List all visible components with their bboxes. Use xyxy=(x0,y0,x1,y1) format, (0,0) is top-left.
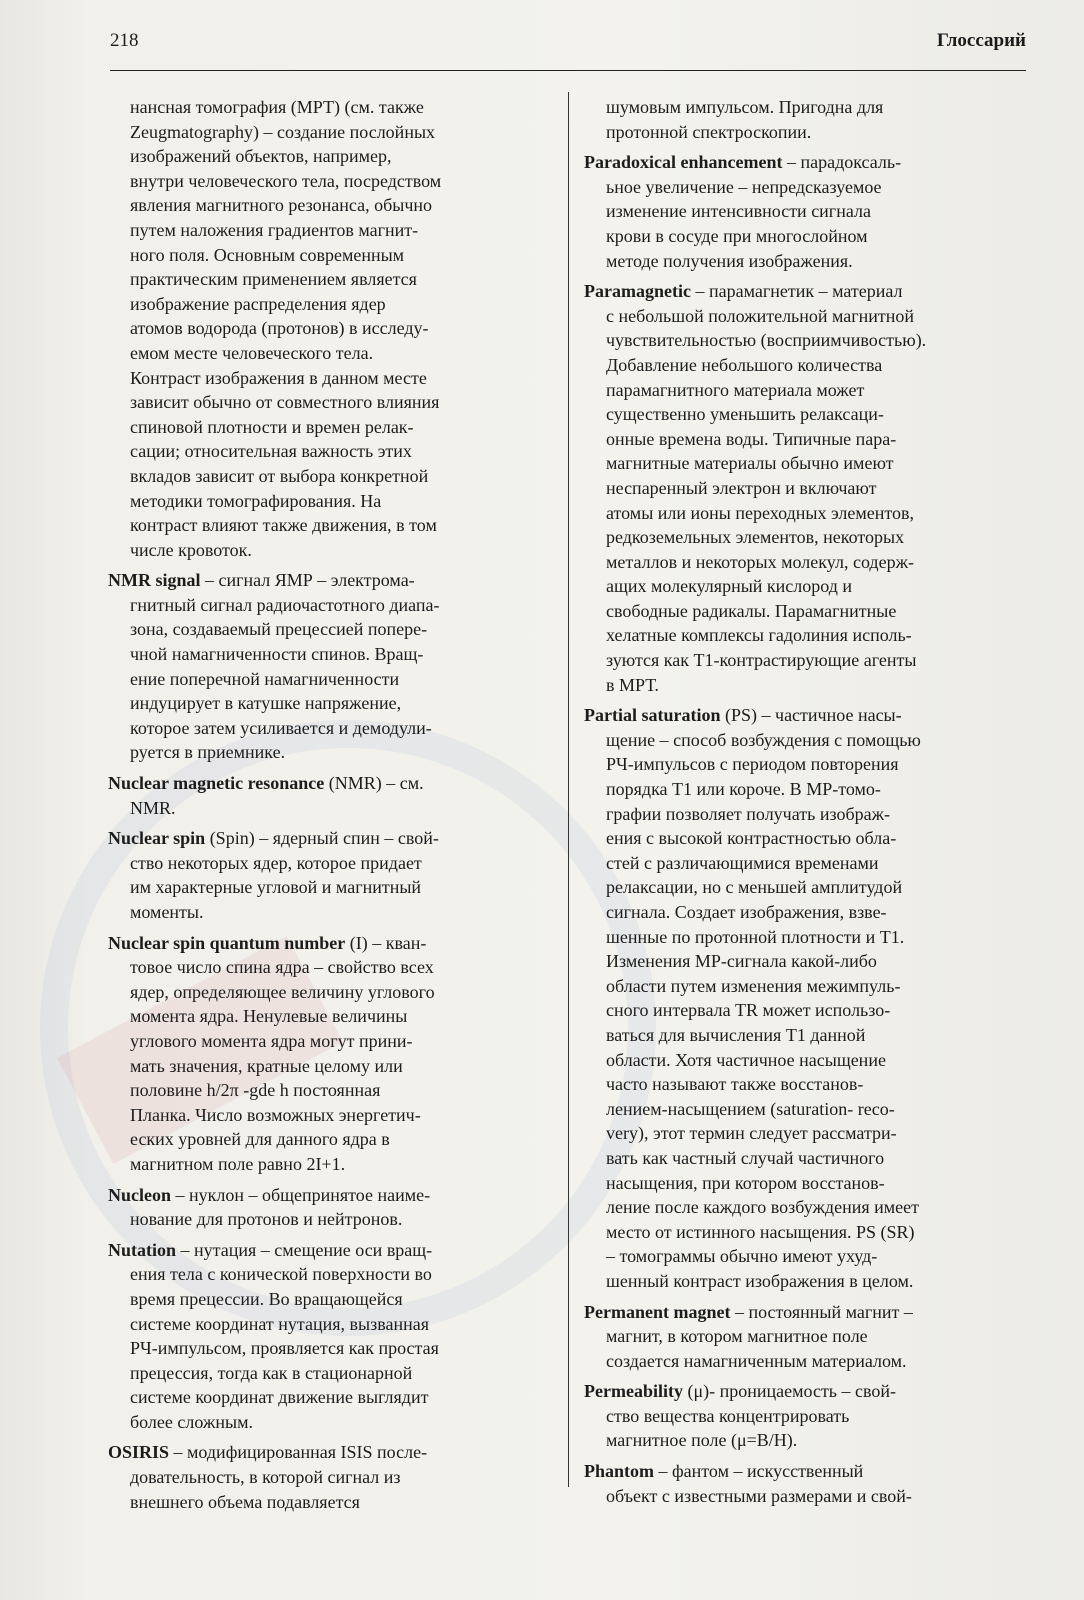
entry-text-line: релаксации, но с меньшей амплитудой xyxy=(606,877,903,898)
entry-text-line: путем наложения градиентов магнит- xyxy=(130,219,419,240)
entry-text-line: магнитные материалы обычно имеют xyxy=(606,453,894,474)
glossary-entry-continuation xyxy=(108,95,554,562)
entry-text-line: РЧ-импульсов с периодом повторения xyxy=(606,754,899,775)
entry-first-line xyxy=(584,279,1030,304)
glossary-term: Nuclear magnetic resonance xyxy=(108,773,325,794)
glossary-term: Nutation xyxy=(108,1239,177,1260)
entry-first-line xyxy=(108,771,554,796)
entry-text-line: изображений объектов, например, xyxy=(130,146,392,167)
entry-text-line: в МРТ. xyxy=(606,674,659,695)
glossary-term: Paramagnetic xyxy=(584,281,691,302)
entry-text-line: половине h/2π -gde h постоянная xyxy=(130,1080,381,1101)
entry-text-line: порядка Т1 или короче. В МР-томо- xyxy=(606,779,881,800)
entry-text-line: часто называют также восстанов- xyxy=(606,1074,864,1095)
glossary-entry xyxy=(584,150,1030,273)
entry-text-line: РЧ-импульсом, проявляется как простая xyxy=(130,1338,439,1359)
entry-definition-start: – нуклон – общепринятое наиме- xyxy=(171,1184,431,1205)
entry-text-line: Планка. Число возможных энергетич- xyxy=(130,1104,421,1125)
entry-text-line: время прецессии. Во вращающейся xyxy=(130,1288,403,1309)
entry-text-line: прецессия, тогда как в стационарной xyxy=(130,1362,413,1383)
glossary-term: Partial saturation xyxy=(584,705,721,726)
entry-definition-start: – частичное насы- xyxy=(757,705,902,726)
entry-text-line: Zeugmatography) – создание послойных xyxy=(130,121,436,142)
entry-text-line: методе получения изображения. xyxy=(606,250,853,271)
entry-text-line: место от истинного насыщения. PS (SR) xyxy=(606,1221,915,1242)
glossary-entry xyxy=(584,703,1030,1293)
right-column xyxy=(584,95,1030,1514)
glossary-abbreviation: (PS) xyxy=(720,705,758,726)
entry-text-line: зависит обычно от совместного влияния xyxy=(130,392,440,413)
glossary-abbreviation: (NMR) xyxy=(324,773,382,794)
entry-definition-start: - проницаемость – свой- xyxy=(709,1381,897,1402)
entry-text-line: свободные радикалы. Парамагнитные xyxy=(606,600,897,621)
glossary-term: Paradoxical enhancement xyxy=(584,152,783,173)
entry-text-line: ения с высокой контрастностью обла- xyxy=(606,828,897,849)
entry-definition-start: – парамагнетик – материал xyxy=(690,281,903,302)
entry-definition-start: – фантом – искусственный xyxy=(654,1461,864,1482)
entry-text-line: насыщения, при котором восстанов- xyxy=(606,1172,885,1193)
entry-text-line: нансная томография (МРТ) (см. также xyxy=(130,97,424,117)
entry-text-line: чной намагниченности спинов. Вращ- xyxy=(130,644,424,665)
entry-text-line: Добавление небольшого количества xyxy=(606,354,883,375)
entry-text-line: сигнала. Создает изображения, взве- xyxy=(606,902,887,922)
entry-text-line: ство некоторых ядер, которое придает xyxy=(130,852,422,873)
entry-text-line: мать значения, кратные целому или xyxy=(130,1055,403,1076)
page-number: 218 xyxy=(110,30,139,51)
entry-text-line: практическим применением является xyxy=(130,269,417,290)
entry-first-line xyxy=(584,1379,1030,1404)
entry-text-line: методики томографирования. На xyxy=(130,490,382,511)
entry-text-line: чувствительностью (восприимчивостью). xyxy=(606,330,927,351)
running-title: Глоссарий xyxy=(936,30,1026,51)
entry-text-line: стей с различающимися временами xyxy=(606,852,879,873)
entry-text-line: вать как частный случай частичного xyxy=(606,1147,885,1168)
entry-text-line: индуцирует в катушке напряжение, xyxy=(130,693,402,714)
entry-text-line: шенные по протонной плотности и Т1. xyxy=(606,926,905,947)
entry-text-line: которое затем усиливается и демодули- xyxy=(130,717,432,738)
entry-text-line: им характерные угловой и магнитный xyxy=(130,877,422,898)
entry-first-line xyxy=(108,931,554,956)
entry-text-line: руется в приемнике. xyxy=(130,742,286,763)
entry-first-line xyxy=(584,703,1030,728)
entry-text-line: явления магнитного резонанса, обычно xyxy=(130,195,433,216)
entry-text-line: системе координат движение выглядит xyxy=(130,1387,429,1408)
entry-text-line: магнитное поле (μ=В/Н). xyxy=(606,1430,798,1451)
entry-text-line: системе координат нутация, вызванная xyxy=(130,1313,429,1334)
glossary-abbreviation: (I) xyxy=(345,932,368,953)
entry-definition-start: – сигнал ЯМР – электрома- xyxy=(200,570,415,591)
entry-text-line: лением-насыщением (saturation- reco- xyxy=(606,1098,895,1119)
glossary-abbreviation: (μ) xyxy=(682,1381,710,1402)
entry-text-line: объект с известными размерами и свой- xyxy=(606,1485,912,1506)
entry-text-line: магнитном поле равно 2I+1. xyxy=(130,1153,346,1174)
entry-text-line: щение – способ возбуждения с помощью xyxy=(606,729,921,750)
glossary-entry xyxy=(108,568,554,765)
entry-text-line: атомов водорода (протонов) в исследу- xyxy=(130,318,429,339)
glossary-term: OSIRIS xyxy=(108,1442,170,1463)
glossary-term: Nucleon xyxy=(108,1184,171,1205)
entry-text-line: контраст влияют также движения, в том xyxy=(130,515,437,536)
entry-definition-start: – постоянный магнит – xyxy=(730,1301,913,1322)
entry-text-line: момента ядра. Ненулевые величины xyxy=(130,1006,408,1027)
entry-text-line: зуются как Т1-контрастирующие агенты xyxy=(606,650,917,671)
glossary-entry xyxy=(584,279,1030,697)
glossary-term: Nuclear spin xyxy=(108,828,206,849)
entry-definition-start: – парадоксаль- xyxy=(782,152,902,173)
entry-text-line: металлов и некоторых молекул, содерж- xyxy=(606,551,915,572)
entry-text-line: еских уровней для данного ядра в xyxy=(130,1129,390,1150)
entry-first-line xyxy=(584,1300,1030,1325)
entry-text-line: более сложным. xyxy=(130,1411,253,1432)
entry-first-line xyxy=(108,1440,554,1465)
entry-first-line xyxy=(584,1459,1030,1484)
glossary-entry xyxy=(108,931,554,1177)
glossary-entry xyxy=(108,1440,554,1514)
entry-definition-start: – ядерный спин – свой- xyxy=(254,828,439,849)
entry-text-line: ваться для вычисления Т1 данной xyxy=(606,1024,866,1045)
entry-text-line: шенный контраст изображения в целом. xyxy=(606,1270,914,1291)
entry-text-line: Контраст изображения в данном месте xyxy=(130,367,427,388)
entry-text-line: ение поперечной намагниченности xyxy=(130,668,400,689)
entry-text-line: создается намагниченным материалом. xyxy=(606,1350,907,1371)
entry-text-line: нование для протонов и нейтронов. xyxy=(130,1209,403,1230)
entry-text-line: шумовым импульсом. Пригодна для xyxy=(606,97,884,117)
entry-text-line: числе кровоток. xyxy=(130,539,252,560)
glossary-term: Nuclear spin quantum number xyxy=(108,932,346,953)
entry-text-line: графии позволяет получать изображ- xyxy=(606,803,891,824)
entry-text-line: ство вещества концентрировать xyxy=(606,1405,850,1426)
entry-text-line: существенно уменьшить релаксаци- xyxy=(606,404,884,425)
glossary-entry xyxy=(584,1379,1030,1453)
column-divider xyxy=(568,92,569,1487)
entry-text-line: изменение интенсивности сигнала xyxy=(606,201,871,222)
entry-text-line: ащих молекулярный кислород и xyxy=(606,576,853,597)
glossary-entry-continuation xyxy=(584,95,1030,144)
entry-text-line: хелатные комплексы гадолиния исполь- xyxy=(606,625,912,646)
entry-text-line: – томограммы обычно имеют ухуд- xyxy=(606,1246,878,1267)
entry-text-line: вкладов зависит от выбора конкретной xyxy=(130,465,429,486)
entry-text-line: редкоземельных элементов, некоторых xyxy=(606,527,905,548)
entry-definition-start: – см. xyxy=(381,773,424,794)
entry-text-line: с небольшой положительной магнитной xyxy=(606,305,915,326)
entry-text-line: области. Хотя частичное насыщение xyxy=(606,1049,886,1070)
entry-first-line xyxy=(108,826,554,851)
entry-text-line: спиновой плотности и времен релак- xyxy=(130,416,414,437)
glossary-entry xyxy=(108,1238,554,1435)
glossary-entry xyxy=(584,1459,1030,1508)
entry-text-line: парамагнитного материала может xyxy=(606,379,865,400)
entry-first-line xyxy=(108,568,554,593)
entry-text-line: атомы или ионы переходных элементов, xyxy=(606,502,914,523)
entry-definition-start: – модифицированная ISIS после- xyxy=(169,1442,428,1463)
entry-text-line: зона, создаваемый прецессией попере- xyxy=(130,619,428,640)
glossary-abbreviation: (Spin) xyxy=(205,828,255,849)
glossary-entry xyxy=(108,771,554,820)
entry-text-line: ление после каждого возбуждения имеет xyxy=(606,1197,919,1218)
entry-text-line: ения тела с конической поверхности во xyxy=(130,1264,432,1285)
entry-text-line: емом месте человеческого тела. xyxy=(130,342,374,363)
left-column xyxy=(108,95,554,1520)
entry-text-line: товое число спина ядра – свойство всех xyxy=(130,957,434,978)
entry-text-line: ьное увеличение – непредсказуемое xyxy=(606,176,882,197)
entry-text-line: ядер, определяющее величину углового xyxy=(130,981,435,1002)
entry-text-line: крови в сосуде при многослойном xyxy=(606,225,868,246)
entry-text-line: гнитный сигнал радиочастотного диапа- xyxy=(130,594,440,615)
entry-first-line xyxy=(108,1238,554,1263)
entry-text-line: Изменения МР-сигнала какой-либо xyxy=(606,951,877,972)
glossary-term: Permeability xyxy=(584,1381,683,1402)
entry-text-line: моменты. xyxy=(130,902,204,922)
page-header xyxy=(110,30,1026,71)
glossary-term: NMR signal xyxy=(108,570,201,591)
entry-text-line: протонной спектроскопии. xyxy=(606,121,812,142)
entry-text-line: изображение распределения ядер xyxy=(130,293,386,314)
glossary-entry xyxy=(108,826,554,924)
entry-text-line: довательность, в которой сигнал из xyxy=(130,1467,401,1488)
entry-text-line: NMR. xyxy=(130,797,176,818)
entry-text-line: ного поля. Основным современным xyxy=(130,244,405,265)
entry-text-line: сного интервала TR может использо- xyxy=(606,1000,891,1021)
entry-text-line: онные времена воды. Типичные пара- xyxy=(606,428,897,449)
entry-text-line: углового момента ядра могут прини- xyxy=(130,1030,413,1051)
entry-text-line: внутри человеческого тела, посредством xyxy=(130,170,442,191)
entry-text-line: very), этот термин следует рассматри- xyxy=(606,1123,897,1144)
entry-definition-start: – нутация – смещение оси вращ- xyxy=(176,1239,433,1260)
glossary-entry xyxy=(108,1183,554,1232)
entry-text-line: неспаренный электрон и включают xyxy=(606,477,877,498)
glossary-entry xyxy=(584,1300,1030,1374)
entry-first-line xyxy=(108,1183,554,1208)
entry-text-line: внешнего объема подавляется xyxy=(130,1491,360,1512)
entry-definition-start: – кван- xyxy=(367,932,427,953)
entry-first-line xyxy=(584,150,1030,175)
entry-text-line: области путем изменения межимпуль- xyxy=(606,975,901,996)
entry-text-line: сации; относительная важность этих xyxy=(130,441,412,462)
entry-text-line: магнит, в котором магнитное поле xyxy=(606,1326,868,1347)
glossary-term: Permanent magnet xyxy=(584,1301,731,1322)
glossary-term: Phantom xyxy=(584,1461,655,1482)
